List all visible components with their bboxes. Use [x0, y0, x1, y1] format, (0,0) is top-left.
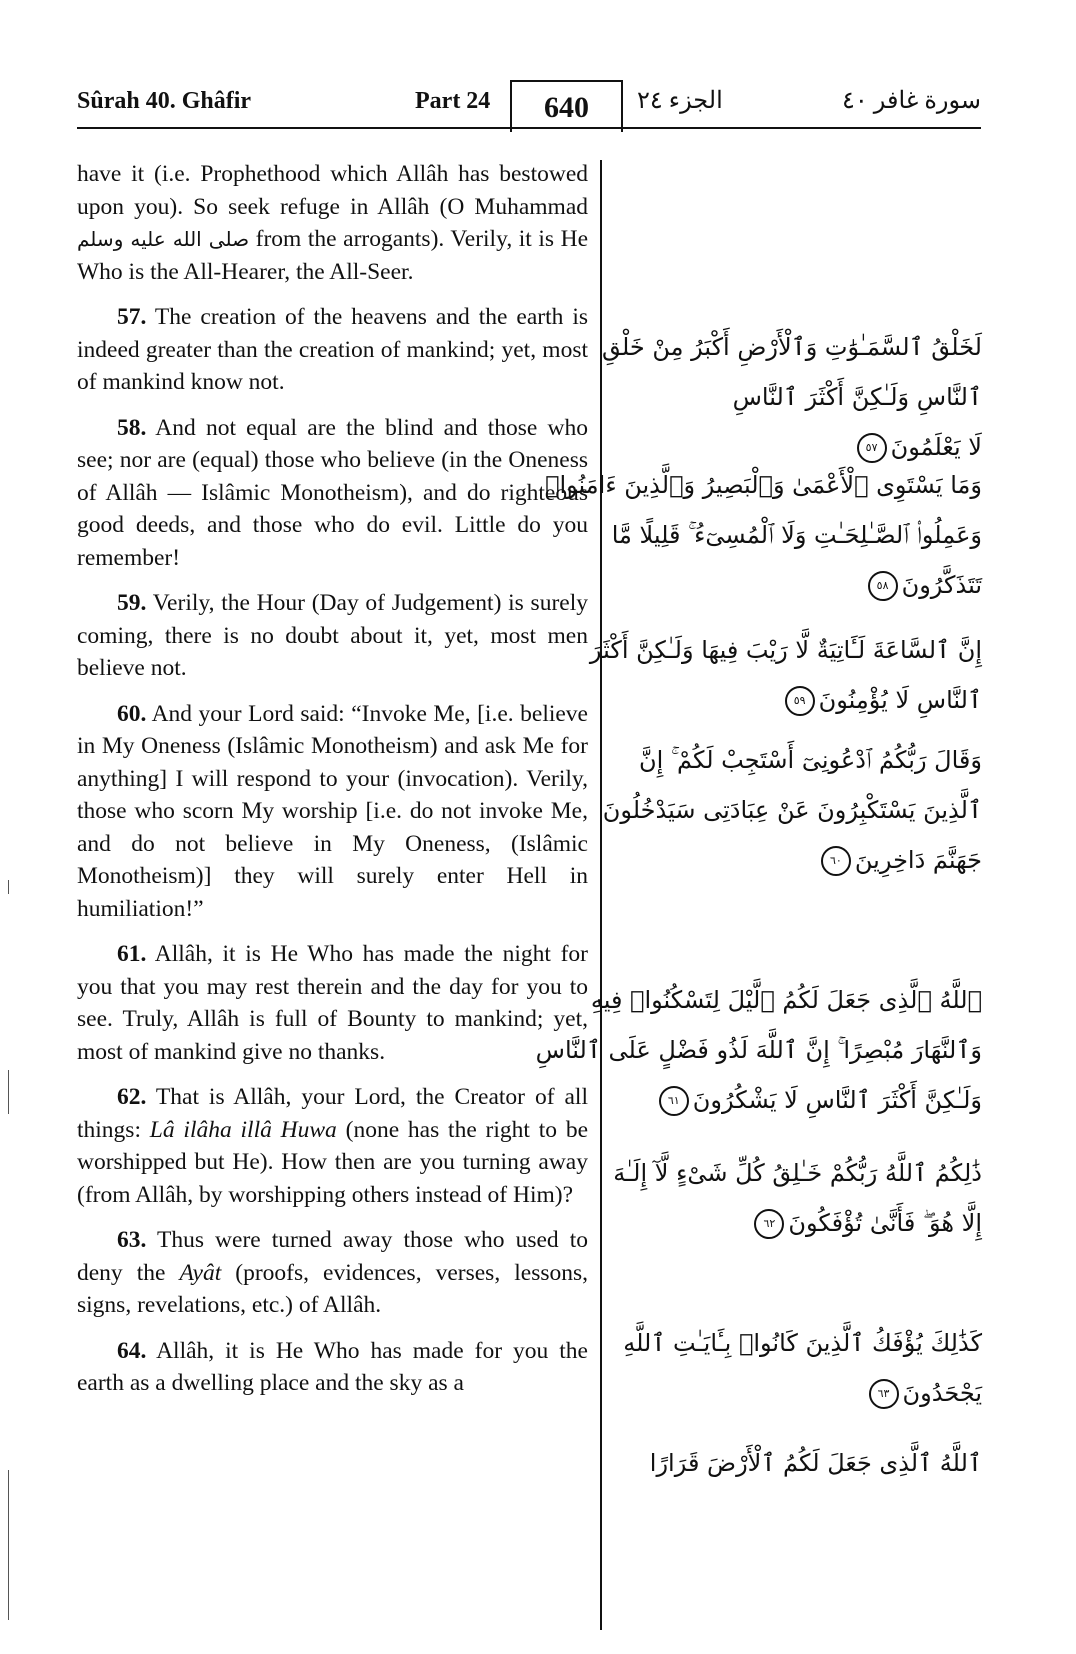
verse-61-english: 61. Allâh, it is He Who has made the night for you that you may rest therein and the day for you to see. Truly, Allâh is full of Bounty to mankind; yet, most of mankind give no thanks.	[77, 941, 588, 1065]
page-header	[77, 80, 981, 124]
margin-mark	[8, 880, 9, 894]
column-divider	[600, 160, 602, 1630]
ayah-number-marker: ٦٠	[821, 846, 851, 876]
margin-mark	[8, 1070, 9, 1114]
surah-title-arabic: سورة غافر ٤٠	[841, 88, 981, 114]
verse-63-english: 63. Thus were turned away those who used to deny the Ayât (proofs, evidences, verses, lessons, signs, revelations, etc.) of Allâh.	[77, 1227, 588, 1318]
salawat-inline-arabic: صلى الله عليه وسلم	[77, 227, 250, 251]
verse-57-arabic: لَخَلْقُ ٱلسَّمَـٰوَٰتِ وَٱلْأَرْضِ أَكْبَرُ مِنْ خَلْقِ ٱلنَّاسِ وَلَـٰكِنَّ أَكْثَرَ ٱلنَّاسِ لَا يَعْلَمُونَ٥٧	[601, 333, 982, 461]
verse-58-arabic: وَمَا يَسْتَوِى ٱلْأَعْمَىٰ وَٱلْبَصِيرُ وَٱلَّذِينَ ءَامَنُوا۟ وَعَمِلُوا۟ ٱلصَّـٰلِحَـٰتِ وَلَا ٱلْمُسِىٓءُ ۚ قَلِيلًا مَّا تَتَذَكَّرُونَ٥٨	[545, 471, 982, 599]
verse-64-english: 64. Allâh, it is He Who has made for you the earth as a dwelling place and the sky as a	[77, 1337, 588, 1396]
header-rule	[77, 127, 981, 129]
verse-62-english: 62. That is Allâh, your Lord, the Creator of all things: Lâ ilâha illâ Huwa (none has the right to be worshipped but He). How then are you turning away (from Allâh, by worshipping others instead of Him)?	[77, 1084, 588, 1208]
verse-57-english: 57. The creation of the heavens and the earth is indeed greater than the creation of mankind; yet, most of mankind know not.	[77, 304, 588, 395]
verse-60-english: 60. And your Lord said: “Invoke Me, [i.e. believe in My Oneness (Islâmic Monotheism) and ask Me for anything] I will respond to your (invocation). Verily, those who scorn My worship [i.e. do not invoke Me, and do not believe in My Oneness, (Islâmic Monotheism)] they will surely enter Hell in humiliation!”	[77, 700, 588, 922]
ayah-number-marker: ٥٨	[868, 571, 898, 601]
part-label-arabic: الجزء ٢٤	[637, 88, 723, 114]
ayah-number-marker: ٦٣	[869, 1379, 899, 1409]
part-label-english: Part 24	[415, 88, 491, 114]
verse-60-arabic: وَقَالَ رَبُّكُمُ ٱدْعُونِىٓ أَسْتَجِبْ لَكُمْ ۚ إِنَّ ٱلَّذِينَ يَسْتَكْبِرُونَ عَنْ عِبَادَتِى سَيَدْخُلُونَ جَهَنَّمَ دَاخِرِينَ٦٠	[602, 746, 982, 874]
ayah-number-marker: ٦١	[659, 1086, 689, 1116]
verse-61-arabic: ٱللَّهُ ٱلَّذِى جَعَلَ لَكُمُ ٱلَّيْلَ لِتَسْكُنُوا۟ فِيهِ وَٱلنَّهَارَ مُبْصِرًا ۚ إِنَّ ٱللَّهَ لَذُو فَضْلٍ عَلَى ٱلنَّاسِ وَلَـٰكِنَّ أَكْثَرَ ٱلنَّاسِ لَا يَشْكُرُونَ٦١	[535, 986, 982, 1114]
page-number: 640	[510, 80, 623, 132]
verse-64-arabic: ٱللَّهُ ٱلَّذِى جَعَلَ لَكُمُ ٱلْأَرْضَ قَرَارًا	[649, 1449, 982, 1477]
verse-62-arabic: ذَٰلِكُمُ ٱللَّهُ رَبُّكُمْ خَـٰلِقُ كُلِّ شَىْءٍ لَّآ إِلَـٰهَ إِلَّا هُوَ ۖ فَأَنَّىٰ تُؤْفَكُونَ٦٢	[613, 1159, 982, 1237]
verse-58-english: 58. And not equal are the blind and those who see; nor are (equal) those who believe (in the Oneness of Allâh — Islâmic Monotheism), and do righteous good deeds, and those who do evil. Little do you remember!	[77, 414, 588, 571]
ayah-number-marker: ٦٢	[754, 1209, 784, 1239]
english-translation-column	[77, 158, 588, 1413]
margin-mark	[8, 1470, 9, 1620]
verse-63-arabic: كَذَٰلِكَ يُؤْفَكُ ٱلَّذِينَ كَانُوا۟ بِـَٔايَـٰتِ ٱللَّهِ يَجْحَدُونَ٦٣	[623, 1329, 982, 1407]
ayah-number-marker: ٥٩	[785, 686, 815, 716]
verse-59-arabic: إِنَّ ٱلسَّاعَةَ لَـَٔاتِيَةٌ لَّا رَيْبَ فِيهَا وَلَـٰكِنَّ أَكْثَرَ ٱلنَّاسِ لَا يُؤْمِنُونَ٥٩	[589, 636, 982, 714]
ayah-number-marker: ٥٧	[857, 433, 887, 463]
verse-59-english: 59. Verily, the Hour (Day of Judgement) is surely coming, there is no doubt about it, yet, most men believe not.	[77, 590, 588, 681]
surah-title-english: Sûrah 40. Ghâfir	[77, 88, 252, 114]
verse-continuation: have it (i.e. Prophethood which Allâh has bestowed upon you). So seek refuge in Allâh (O Muhammad صلى الله عليه وسلم from the arrogants). Verily, it is He Who is the All-Hearer, the All-Seer.	[77, 161, 589, 285]
